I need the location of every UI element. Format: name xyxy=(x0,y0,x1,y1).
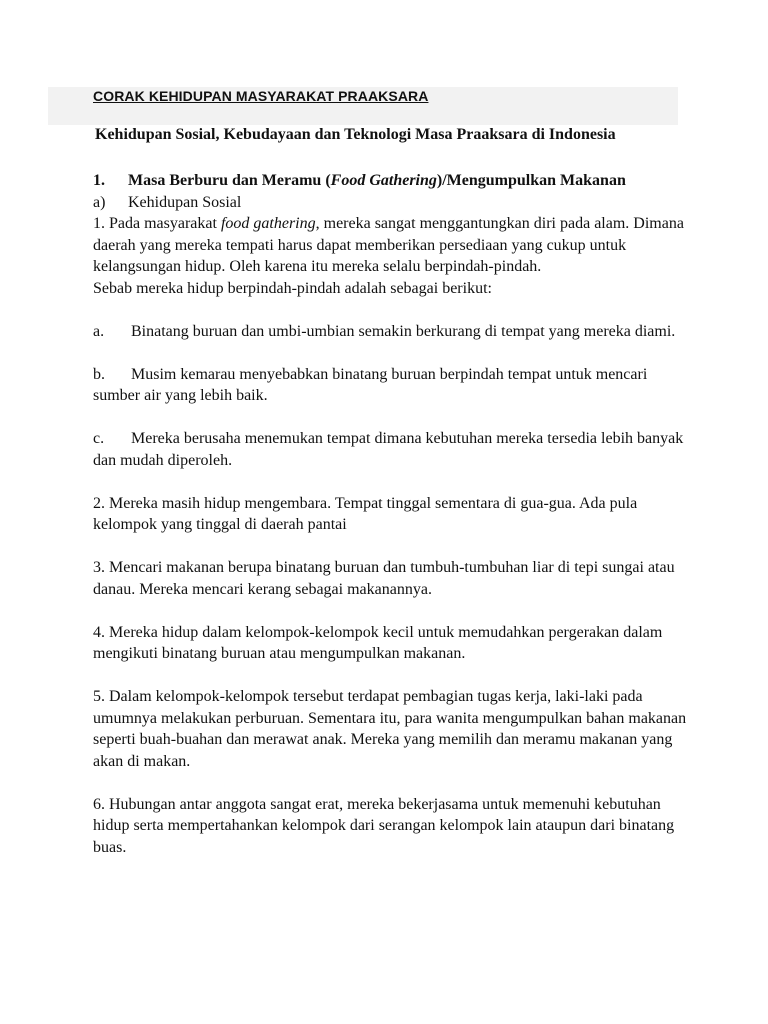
point-paragraph-5: 5. Dalam kelompok-kelompok tersebut terdapat pembagian tugas kerja, laki-laki pada umumnya melakukan perburuan. Sementara itu, para wanita mengumpulkan bahan makanan seperti buah-buahan dan merawat anak. Mereka yang memilih dan meramu makanan yang akan di makan. xyxy=(93,688,687,770)
reasons-intro: Sebab mereka hidup berpindah-pindah adalah sebagai berikut: xyxy=(93,279,492,297)
reason-text: Binatang buruan dan umbi-umbian semakin berkurang di tempat yang mereka diami. xyxy=(131,322,676,340)
point-1-text: 1. Pada masyarakat xyxy=(93,215,221,232)
point-1-italic: food gathering xyxy=(220,215,316,232)
document-body xyxy=(93,170,693,858)
point-1-text-rest: , mereka sangat menggantungkan diri pada alam. Dimana daerah yang mereka tempati harus dapat memberikan persediaan yang cukup untuk kelangsungan hidup. Oleh karena itu mereka selalu berpindah-pindah. xyxy=(93,215,684,275)
reason-text: Mereka berusaha menemukan tempat dimana kebutuhan mereka tersedia lebih banyak dan mudah diperoleh. xyxy=(93,430,684,469)
point-paragraph-4: 4. Mereka hidup dalam kelompok-kelompok kecil untuk memudahkan pergerakan dalam mengikuti binatang buruan atau mengumpulkan makanan. xyxy=(93,623,663,662)
document-title: CORAK KEHIDUPAN MASYARAKAT PRAAKSARA xyxy=(93,88,429,104)
reason-text: Musim kemarau menyebabkan binatang buruan berpindah tempat untuk mencari sumber air yang lebih baik. xyxy=(93,365,648,404)
paragraph-gap xyxy=(93,665,693,687)
subsection-letter: a) xyxy=(93,193,106,211)
reason-letter: b. xyxy=(93,365,105,383)
paragraph-gap xyxy=(93,600,693,622)
reason-item-a xyxy=(93,321,693,343)
section-heading-text: Masa Berburu dan Meramu ( xyxy=(128,172,331,189)
paragraph-gap xyxy=(93,536,693,558)
paragraph-gap xyxy=(93,407,693,429)
paragraph-gap xyxy=(93,772,693,794)
subsection-label: Kehidupan Sosial xyxy=(128,193,242,211)
section-heading-italic: Food Gathering xyxy=(330,172,437,189)
paragraph-gap xyxy=(93,471,693,493)
point-paragraph-6: 6. Hubungan antar anggota sangat erat, mereka bekerjasama untuk memenuhi kebutuhan hidup serta mempertahankan kelompok dari serangan kelompok lain ataupun dari binatang buas. xyxy=(93,795,675,856)
section-number: 1. xyxy=(93,172,105,189)
paragraph-gap xyxy=(93,299,693,321)
point-paragraph-3: 3. Mencari makanan berupa binatang buruan dan tumbuh-tumbuhan liar di tepi sungai atau danau. Mereka mencari kerang sebagai makanannya. xyxy=(93,559,675,598)
reason-item-c xyxy=(93,428,693,471)
reason-item-b xyxy=(93,364,693,407)
point-paragraph-2: 2. Mereka masih hidup mengembara. Tempat tinggal sementara di gua-gua. Ada pula kelompok yang tinggal di daerah pantai xyxy=(93,494,638,533)
subsection-heading xyxy=(93,192,693,214)
section-heading xyxy=(93,170,693,192)
reason-letter: c. xyxy=(93,430,105,447)
point-paragraph-1 xyxy=(93,213,693,278)
paragraph-gap xyxy=(93,342,693,364)
section-heading-suffix: )/Mengumpulkan Makanan xyxy=(436,172,626,189)
document-subtitle: Kehidupan Sosial, Kebudayaan dan Teknologi Masa Praaksara di Indonesia xyxy=(95,126,616,143)
reason-letter: a. xyxy=(93,322,105,340)
